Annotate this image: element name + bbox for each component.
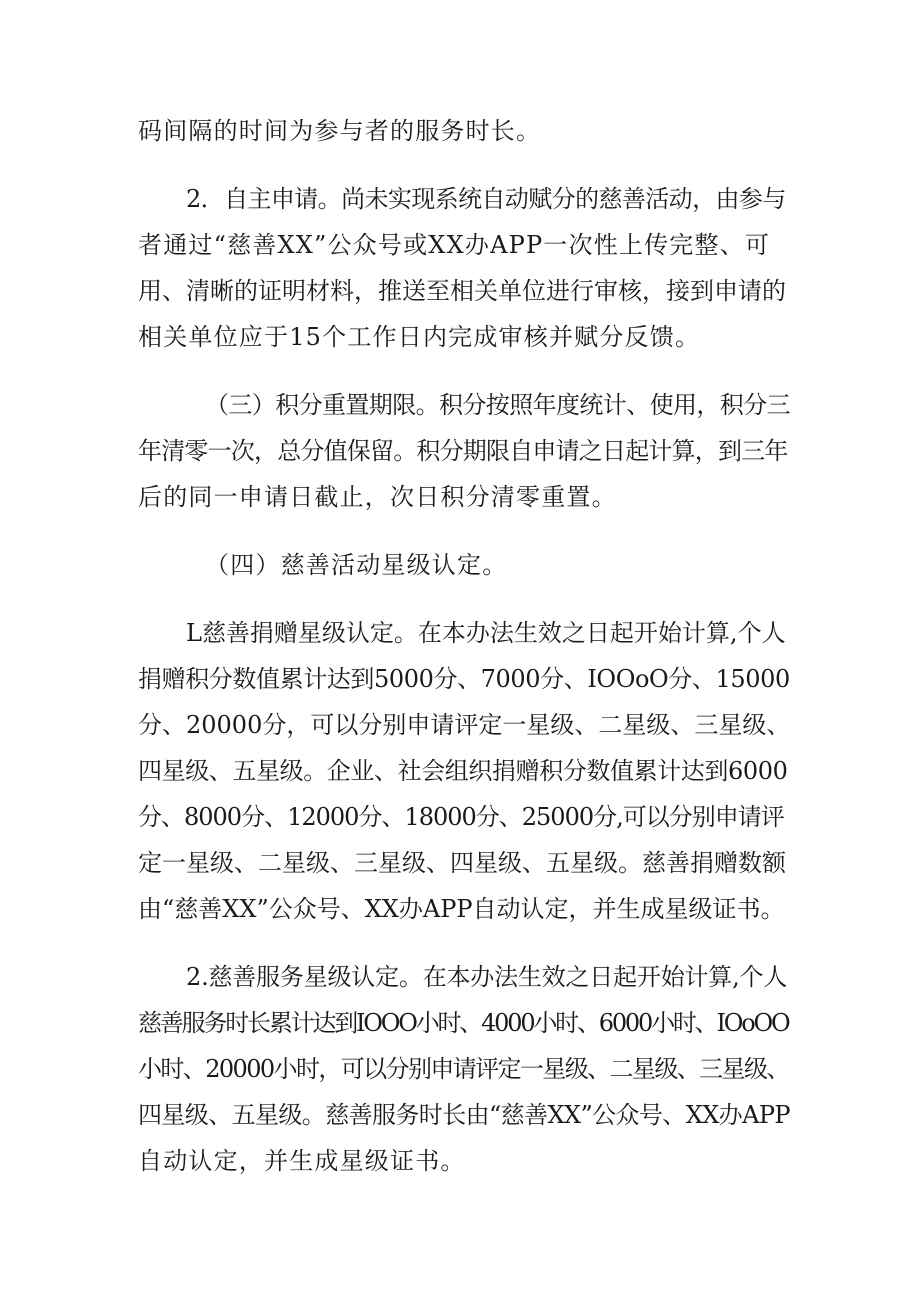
- text-line: （三）积分重置期限。积分按照年度统计、使用，积分三: [205, 391, 790, 419]
- text-line: 相关单位应于15个工作日内完成审核并赋分反馈。: [138, 323, 701, 351]
- text-line: 捐赠积分数值累计达到5000分、7000分、IOOoO分、15000: [138, 665, 790, 693]
- text-line: 者通过“慈善XX”公众号或XX办APP一次性上传完整、可: [138, 231, 771, 259]
- text-line: 四星级、五星级。企业、社会组织捐赠积分数值累计达到6000: [138, 757, 788, 785]
- text-line: 年清零一次，总分值保留。积分期限自申请之日起计算，到三年: [138, 437, 788, 465]
- text-line: 四星级、五星级。慈善服务时长由“慈善XX”公众号、XX办APP: [138, 1101, 790, 1129]
- text-line: 分、20000分，可以分别申请评定一星级、二星级、三星级、: [138, 711, 791, 739]
- text-line: L慈善捐赠星级认定。在本办法生效之日起开始计算,个人: [186, 619, 786, 647]
- text-line: 慈善服务时长累计达到IOOO小时、4000小时、6000小时、IOoOO: [138, 1009, 789, 1037]
- text-line: 定一星级、二星级、三星级、四星级、五星级。慈善捐赠数额: [138, 849, 786, 877]
- text-line: 2.慈善服务星级认定。在本办法生效之日起开始计算,个人: [186, 963, 788, 991]
- text-line: 后的同一申请日截止，次日积分清零重置。: [138, 483, 617, 511]
- text-line: 码间隔的时间为参与者的服务时长。: [138, 117, 542, 145]
- text-line: 由“慈善XX”公众号、XX办APP自动认定，并生成星级证书。: [138, 895, 785, 923]
- text-line: 2．自主申请。尚未实现系统自动赋分的慈善活动，由参与: [186, 185, 786, 213]
- text-line: 用、清晰的证明材料，推送至相关单位进行审核，接到申请的: [138, 277, 786, 305]
- text-line: 自动认定，并生成星级证书。: [138, 1147, 466, 1175]
- text-line: 分、8000分、12000分、18000分、25000分,可以分别申请评: [138, 803, 784, 831]
- text-line: 小时、20000小时，可以分别申请评定一星级、二星级、三星级、: [138, 1055, 789, 1083]
- section-heading: （四）慈善活动星级认定。: [205, 551, 508, 579]
